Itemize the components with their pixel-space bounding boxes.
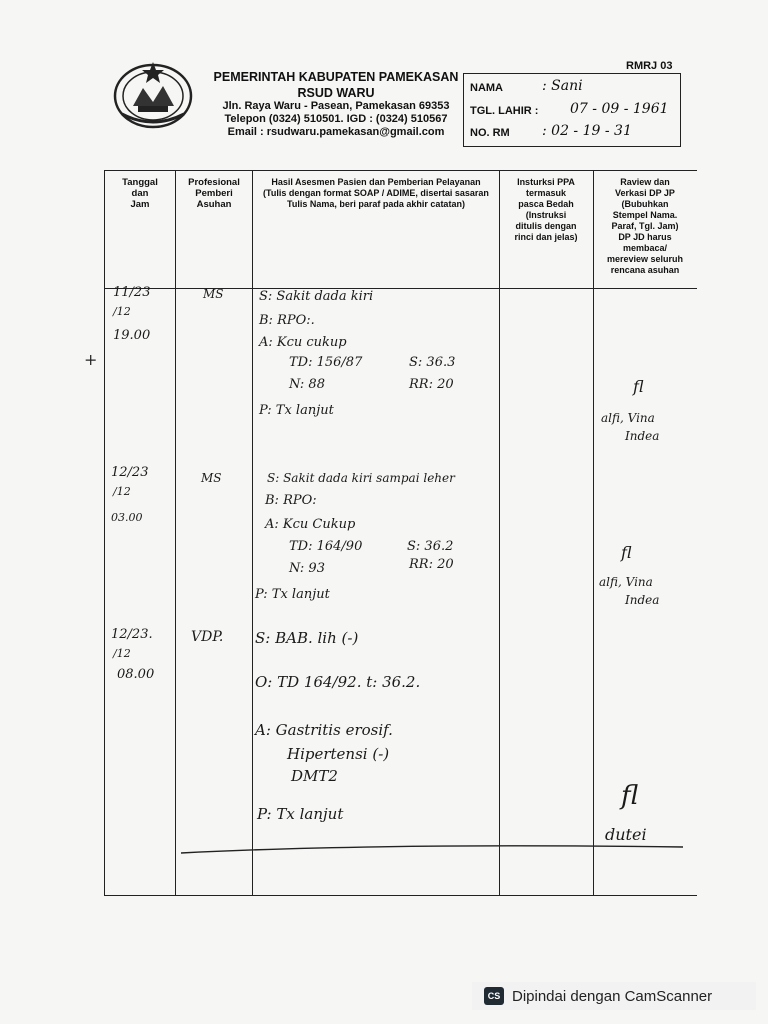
entry-1-review-names: alfi, Vina — [601, 411, 655, 425]
entry-3-note-o: O: TD 164/92. t: 36.2. — [255, 673, 421, 691]
entry-1-note-b: B: RPO:. — [259, 313, 315, 328]
entry-2-review-names-2: Indea — [625, 593, 660, 607]
entry-3-note-a2: Hipertensi (-) — [287, 745, 390, 763]
header-email: Email : rsudwaru.pamekasan@gmail.com — [227, 126, 445, 138]
organization-header — [206, 70, 466, 139]
entry-2-note-p: P: Tx lanjut — [255, 587, 330, 602]
tgl-lahir-value: 07 - 09 - 1961 — [570, 101, 669, 117]
progress-notes-table — [104, 170, 697, 896]
margin-mark: + — [84, 350, 98, 369]
entry-1-prof: MS — [203, 287, 224, 301]
col-header-instruksi: Insturksi PPA termasuk pasca Bedah (Instruksi ditulis dengan rinci dan jelas) — [514, 177, 578, 242]
entry-3-date: 12/23. — [111, 627, 153, 642]
entry-2-signature-icon: ﬂ — [621, 543, 632, 562]
entry-1-note-a: A: Kcu cukup — [259, 335, 347, 350]
entry-2-date: 12/23 — [111, 465, 149, 480]
entry-3-note-s: S: BAB. lih (-) — [255, 629, 359, 647]
patient-name-row — [470, 78, 583, 94]
entry-1-month: /12 — [113, 305, 131, 318]
entry-2-note-a: A: Kcu Cukup — [265, 517, 356, 532]
col-header-profesional: Profesional Pemberi Asuhan — [188, 177, 240, 210]
entry-2-temp: S: 36.2 — [407, 539, 454, 554]
col-header-hasil-asesmen: Hasil Asesmen Pasien dan Pemberian Pelayanan (Tulis dengan format SOAP / ADIME, disertai sasaran Tulis Nama, beri paraf pada akhir catatan) — [263, 177, 489, 209]
entry-1-n: N: 88 — [289, 377, 325, 392]
header-line-1: PEMERINTAH KABUPATEN PAMEKASAN — [213, 70, 459, 84]
nama-value: : Sani — [542, 78, 583, 94]
entry-1-temp: S: 36.3 — [409, 355, 456, 370]
entry-2-prof: MS — [201, 471, 222, 485]
entry-3-note-a3: DMT2 — [291, 767, 338, 785]
entry-1-signature-icon: ﬂ — [633, 377, 644, 396]
entry-2-month: /12 — [113, 485, 131, 498]
no-rm-value: : 02 - 19 - 31 — [542, 123, 632, 139]
col-header-review: Raview dan Verkasi DP JP (Bubuhkan Stempel Nama. Paraf, Tgl. Jam) DP JD harus membaca/ mereview seluruh rencana asuhan — [606, 177, 684, 275]
entry-3-signature-icon: ﬂ — [621, 781, 639, 811]
entry-2-review-names: alfi, Vina — [599, 575, 653, 589]
entry-3-note-p: P: Tx lanjut — [257, 805, 344, 823]
entry-3-month: /12 — [113, 647, 131, 660]
no-rm-label: NO. RM — [470, 127, 510, 139]
entry-3-time: 08.00 — [117, 667, 155, 682]
tgl-lahir-label: TGL. LAHIR : — [470, 105, 539, 117]
form-code: RMRJ 03 — [626, 60, 673, 72]
entry-2-td: TD: 164/90 — [289, 539, 363, 554]
header-address: Jln. Raya Waru - Pasean, Pamekasan 69353 — [222, 100, 450, 112]
entry-2-n: N: 93 — [289, 561, 325, 576]
patient-id-box — [463, 73, 681, 147]
closing-stroke — [175, 835, 695, 865]
entry-2-rr: RR: 20 — [409, 557, 454, 572]
nama-label: NAMA — [470, 82, 503, 94]
camscanner-text: Dipindai dengan CamScanner — [512, 987, 713, 1005]
entry-2-note-s: S: Sakit dada kiri sampai leher — [267, 471, 455, 485]
hospital-logo-icon — [108, 58, 198, 130]
patient-rm-row — [470, 123, 632, 139]
header-line-2: RSUD WARU — [297, 86, 375, 100]
entry-1-date: 11/23 — [113, 285, 151, 300]
entry-3-prof: VDP. — [191, 629, 224, 645]
camscanner-logo-icon: CS — [484, 987, 504, 1005]
entry-1-note-p: P: Tx lanjut — [259, 403, 334, 418]
entry-2-note-b: B: RPO: — [265, 493, 317, 508]
entry-1-note-s: S: Sakit dada kiri — [259, 289, 374, 304]
entry-1-time: 19.00 — [113, 328, 151, 343]
entry-1-td: TD: 156/87 — [289, 355, 363, 370]
col-header-tanggal: Tanggal dan Jam — [122, 177, 158, 210]
patient-dob-row — [470, 101, 669, 117]
entry-1-review-names-2: Indea — [625, 429, 660, 443]
camscanner-watermark — [472, 982, 756, 1010]
entry-1-rr: RR: 20 — [409, 377, 454, 392]
header-phone: Telepon (0324) 510501. IGD : (0324) 510567 — [224, 113, 448, 125]
entry-3-note-a: A: Gastritis erosif. — [255, 721, 393, 739]
entry-2-time: 03.00 — [111, 511, 143, 524]
entry-3-review-name: dutei — [605, 825, 647, 844]
